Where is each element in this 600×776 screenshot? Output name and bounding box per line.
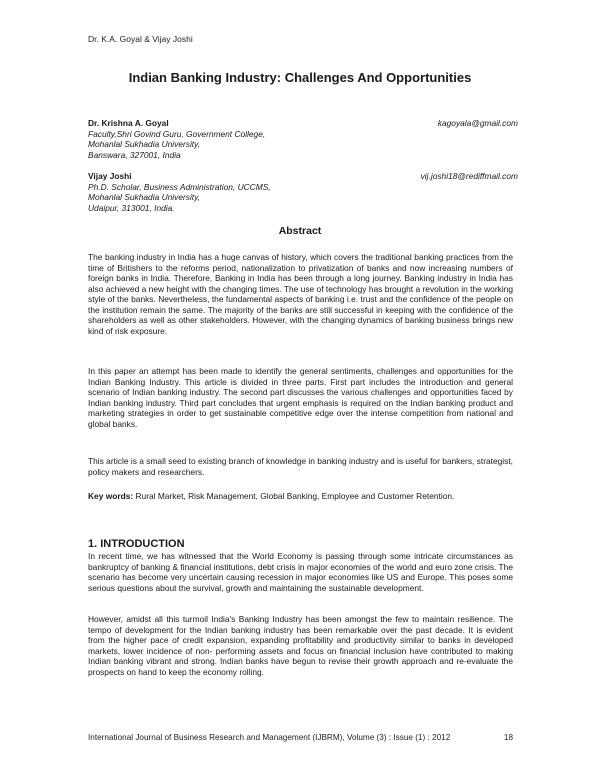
intro-paragraph: However, amidst all this turmoil India's Banking Industry has been amongst the few to maintain resilience. The tempo of development for the Indian banking industry has been remarkable over the past decade. It is evident from the higher pace of credit expansion, expanding profitability and productivity similar to banks in developed markets, lower incidence of non- performing assets and focus on financial inclusion have contributed to making Indian banking vibrant and strong. Indian banks have begun to revise their growth approach and re-evaluate the prospects on hand to keep the economy rolling. [88, 614, 513, 677]
page-footer [88, 733, 513, 742]
keywords [88, 491, 513, 502]
abstract-paragraph: This article is a small seed to existing branch of knowledge in banking industry and is useful for bankers, strategist, policy makers and researchers. [88, 456, 513, 477]
author-affiliation-line: Mohanlal Sukhadia University, [88, 139, 201, 150]
author-block-2 [88, 171, 518, 213]
author-affiliation-line: Banswara, 327001, India [88, 149, 181, 160]
author-affiliation-line: Ph.D. Scholar, Business Administration, UCCMS, [88, 181, 271, 192]
author-block-1 [88, 118, 518, 160]
author-affiliation-line: Udaipur, 313001, India. [88, 202, 175, 213]
section-heading: 1. INTRODUCTION [88, 538, 185, 550]
keywords-label: Key words: [88, 491, 134, 501]
intro-paragraph: In recent time, we has witnessed that the World Economy is passing through some intricate circumstances as bankruptcy of banking & financial institutions, debt crisis in major economies of the world and euro zone crisis. The scenario has become very uncertain causing recession in major economies like US and Europe. This poses some serious questions about the survival, growth and maintaining the sustainable development. [88, 551, 513, 593]
keywords-text: Rural Market, Risk Management, Global Banking, Employee and Customer Retention. [135, 491, 455, 501]
abstract-paragraph: In this paper an attempt has been made to identify the general sentiments, challenges and opportunities for the Indian Banking Industry. This article is divided in three parts. First part includes the introduction and general scenario of Indian banking industry. The second part discusses the various challenges and opportunities faced by Indian banking industry. Third part concludes that urgent emphasis is required on the Indian banking product and marketing strategies in order to get sustainable competitive edge over the intense competition from national and global banks. [88, 366, 513, 429]
abstract-heading: Abstract [278, 225, 322, 237]
author-affiliation-line: Mohanlal Sukhadia University, [88, 192, 201, 203]
footer-journal: International Journal of Business Research and Management (IJBRM), Volume (3) : Issue (1) : 2012 [88, 733, 451, 742]
abstract-paragraph: The banking industry in India has a huge canvas of history, which covers the traditional banking practices from the time of Britishers to the reforms period, nationalization to privatization of banks and now increasing numbers of foreign banks in India. Therefore, Banking in India has been through a long journey. Banking industry in India has also achieved a new height with the changing times. The use of technology has brought a revolution in the working style of the banks. Nevertheless, the fundamental aspects of banking i.e. trust and the confidence of the people on the institution remain the same. The majority of the banks are still successful in keeping with the confidence of the shareholders as well as other stakeholders. However, with the changing dynamics of banking business brings new kind of risk exposure. [88, 252, 513, 336]
author-email[interactable]: kagoyala@gmail.com [437, 118, 518, 128]
author-affiliation-line: Faculty,Shri Govind Guru, Government College, [88, 128, 266, 139]
author-email[interactable]: vij.joshi18@rediffmail.com [420, 171, 518, 181]
page-number: 18 [503, 733, 513, 742]
running-head: Dr. K.A. Goyal & Vijay Joshi [88, 34, 193, 44]
author-name: Vijay Joshi [88, 171, 132, 181]
paper-title: Indian Banking Industry: Challenges And Opportunities [128, 70, 472, 85]
author-name: Dr. Krishna A. Goyal [88, 118, 169, 128]
